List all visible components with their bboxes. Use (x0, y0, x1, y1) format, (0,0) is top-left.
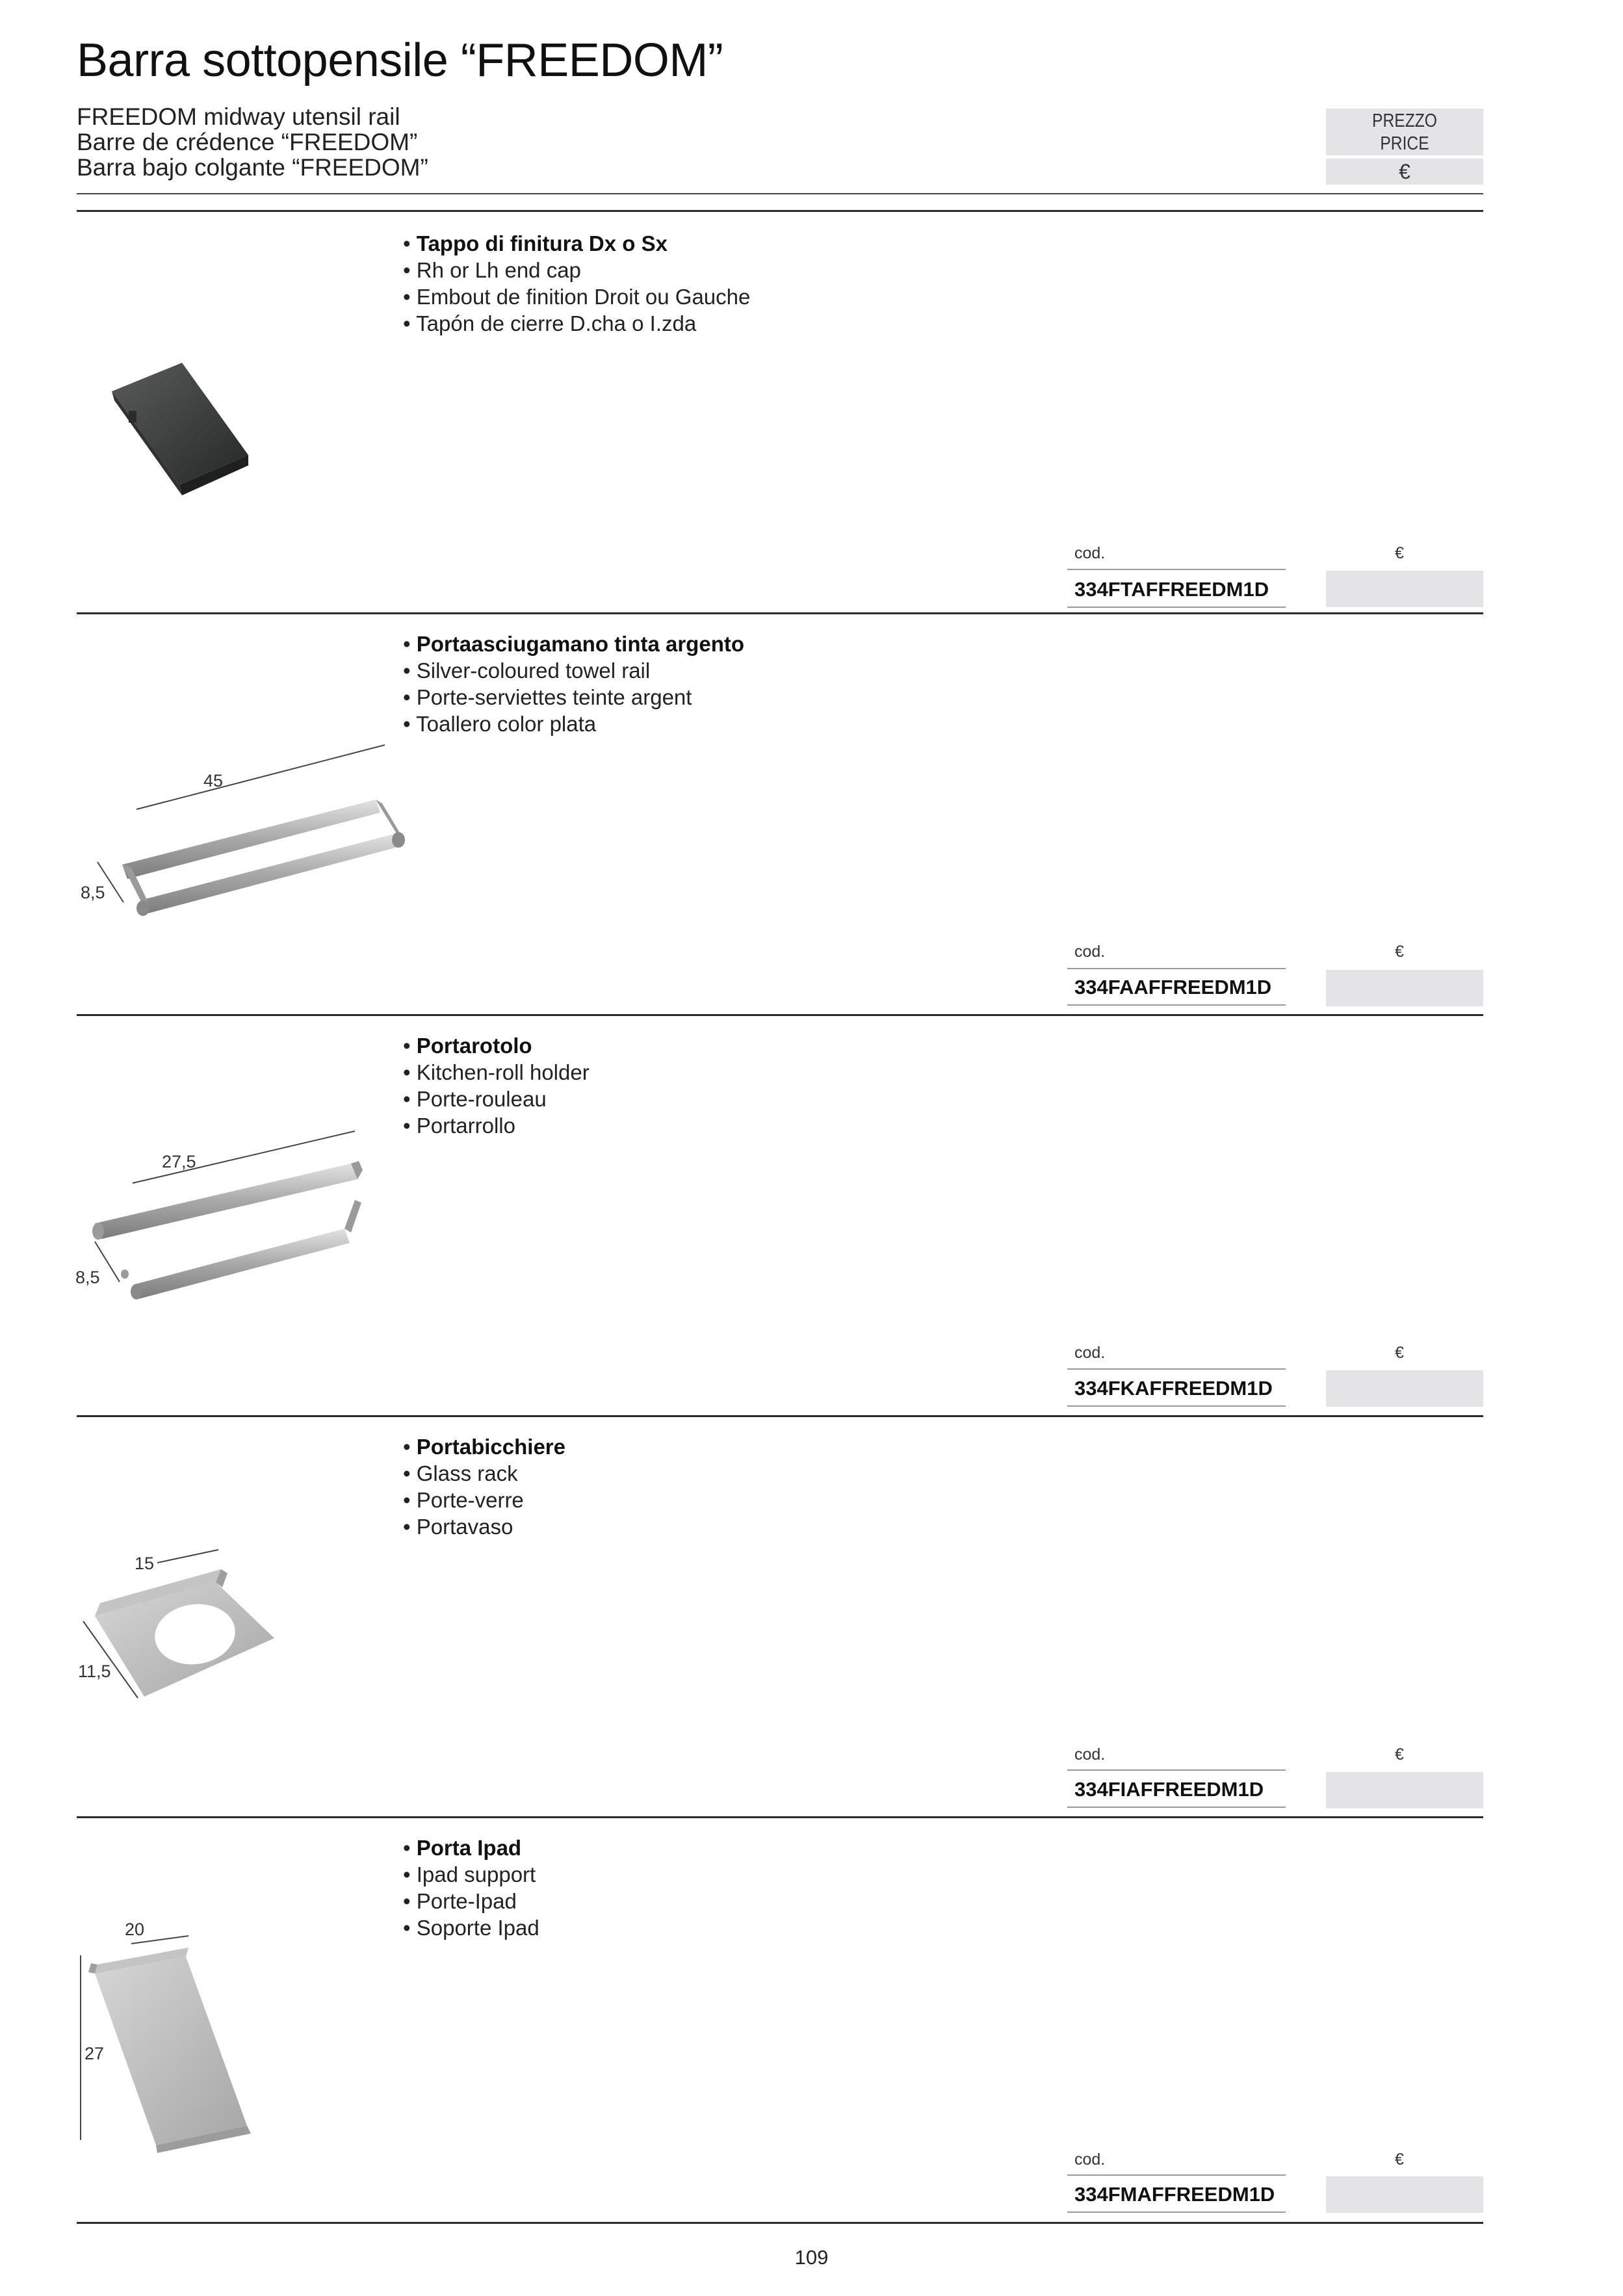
price-currency-small: € (1395, 943, 1404, 961)
page-title: Barra sottopensile “FREEDOM” (77, 34, 723, 86)
product-description: • Portarotolo • Kitchen-roll holder • Porte-rouleau • Portarrollo (403, 1034, 590, 1138)
code-bottom-line (1067, 1807, 1286, 1808)
subtitle-en: FREEDOM midway utensil rail (77, 103, 400, 130)
product-name-es: Portarrollo (416, 1114, 515, 1138)
code-top-line (1067, 1769, 1286, 1771)
price-field (1326, 2176, 1483, 2213)
product-code: 334FKAFFREEDM1D (1074, 1377, 1273, 1400)
price-currency-small: € (1395, 1745, 1404, 1764)
product-description: • Porta Ipad • Ipad support • Porte-Ipad • Soporte Ipad (403, 1836, 539, 1940)
product-name-es: Toallero color plata (416, 712, 597, 736)
subtitle-block (77, 104, 428, 180)
header-divider-bottom (77, 210, 1483, 212)
code-bottom-line (1067, 607, 1286, 608)
product-name-es: Soporte Ipad (416, 1916, 539, 1940)
product-name-es: Portavaso (416, 1515, 513, 1539)
product-description: • Portabicchiere • Glass rack • Porte-verre • Portavaso (403, 1435, 565, 1539)
code-top-line (1067, 968, 1286, 969)
dimension-width: 27,5 (162, 1152, 196, 1171)
cod-label: cod. (1074, 544, 1106, 562)
subtitle-es: Barra bajo colgante “FREEDOM” (77, 154, 428, 181)
row-divider (77, 1415, 1483, 1417)
price-currency-small: € (1395, 2150, 1404, 2169)
price-field (1326, 571, 1483, 607)
product-name-fr: Porte-serviettes teinte argent (416, 685, 692, 709)
price-header-labels (1326, 109, 1483, 155)
price-label-it: PREZZO (1372, 111, 1437, 131)
product-code: 334FTAFFREEDM1D (1074, 578, 1269, 601)
cod-label: cod. (1074, 1745, 1106, 1764)
price-currency-small: € (1395, 544, 1404, 562)
product-name-fr: Porte-rouleau (416, 1087, 547, 1111)
roll-holder-image (71, 1125, 461, 1333)
dimension-width: 20 (125, 1920, 145, 1939)
row-divider (77, 612, 1483, 614)
dimension-height: 27 (84, 2044, 105, 2063)
row-divider (77, 1816, 1483, 1818)
product-name: Porta Ipad (416, 1836, 522, 1860)
product-name: Portaasciugamano tinta argento (416, 632, 744, 656)
code-bottom-line (1067, 1004, 1286, 1006)
price-currency-small: € (1395, 1344, 1404, 1362)
code-top-line (1067, 1368, 1286, 1370)
page-number: 109 (794, 2246, 829, 2269)
row-divider (77, 1014, 1483, 1016)
product-code: 334FAAFFREEDM1D (1074, 976, 1272, 998)
product-name-es: Tapón de cierre D.cha o I.zda (416, 311, 697, 335)
cod-label: cod. (1074, 1344, 1106, 1362)
product-name-fr: Porte-verre (416, 1488, 524, 1512)
code-top-line (1067, 569, 1286, 570)
dimension-width: 15 (135, 1554, 155, 1573)
header-divider-top (77, 193, 1483, 194)
product-code: 334FMAFFREEDM1D (1074, 2183, 1275, 2206)
dimension-depth: 11,5 (78, 1662, 111, 1681)
product-name-fr: Porte-Ipad (416, 1889, 517, 1913)
product-code: 334FIAFFREEDM1D (1074, 1778, 1264, 1801)
dimension-depth: 8,5 (75, 1268, 100, 1287)
cod-label: cod. (1074, 2150, 1106, 2169)
ipad-support-image (71, 1924, 331, 2158)
price-field (1326, 970, 1483, 1006)
glass-rack-image (71, 1560, 331, 1755)
product-name-fr: Embout de finition Droit ou Gauche (416, 285, 751, 309)
code-top-line (1067, 2174, 1286, 2176)
product-name: Tappo di finitura Dx o Sx (416, 231, 668, 255)
price-header (1326, 109, 1483, 185)
product-name: Portabicchiere (416, 1435, 565, 1459)
price-field (1326, 1370, 1483, 1407)
cod-label: cod. (1074, 943, 1106, 961)
code-bottom-line (1067, 1405, 1286, 1407)
product-name-en: Ipad support (416, 1862, 536, 1886)
price-label-en: PRICE (1380, 133, 1429, 154)
product-name-en: Glass rack (416, 1461, 518, 1485)
product-description: • Portaasciugamano tinta argento • Silver-coloured towel rail • Porte-serviettes teinte argent • Toallero color plata (403, 632, 744, 736)
product-name-en: Rh or Lh end cap (416, 258, 581, 282)
dimension-width: 45 (203, 771, 224, 790)
product-description: • Tappo di finitura Dx o Sx • Rh or Lh end cap • Embout de finition Droit ou Gauche • Tapón de cierre D.cha o I.zda (403, 231, 751, 335)
dimension-depth: 8,5 (81, 883, 105, 902)
end-cap-image (97, 351, 292, 520)
towel-rail-image (71, 728, 461, 936)
price-currency: € (1326, 159, 1483, 185)
footer-divider (77, 2222, 1483, 2224)
product-name-en: Kitchen-roll holder (416, 1060, 590, 1084)
code-bottom-line (1067, 2211, 1286, 2213)
subtitle-fr: Barre de crédence “FREEDOM” (77, 129, 418, 155)
price-field (1326, 1772, 1483, 1808)
product-name: Portarotolo (416, 1034, 532, 1058)
product-name-en: Silver-coloured towel rail (416, 659, 651, 683)
